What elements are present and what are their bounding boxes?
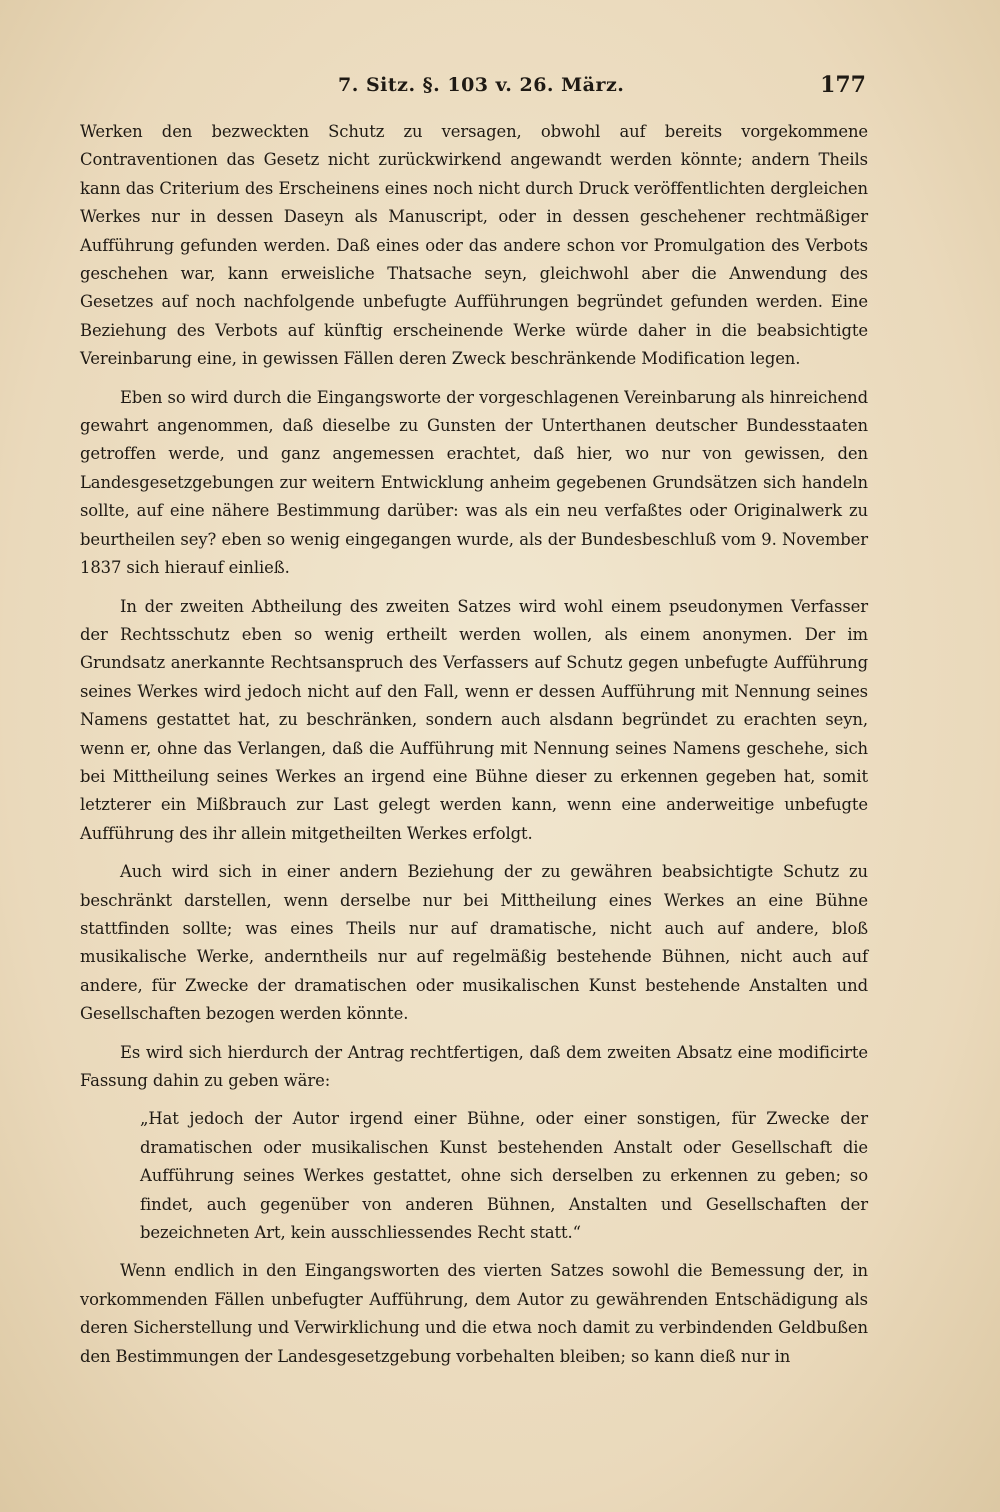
- paragraph-3: In der zweiten Abtheilung des zweiten Satzes wird wohl einem pseudonymen Verfasser der Rechtsschutz eben so wenig ertheilt werden wollen, als einem anonymen. Der im Grundsatz anerkannte Rechtsanspruch des Verfassers auf Schutz gegen unbefugte Aufführung seines Werkes wird jedoch nicht auf den Fall, wenn er dessen Aufführung mit Nennung seines Namens gestattet hat, zu beschränken, sondern auch alsdann begründet zu erachten seyn, wenn er, ohne das Verlangen, daß die Aufführung mit Nennung seines Namens geschehe, sich bei Mittheilung seines Werkes an irgend eine Bühne dieser zu erkennen gegeben hat, somit letzterer ein Mißbrauch zur Last gelegt werden kann, wenn eine anderweitige unbefugte Aufführung des ihr allein mitgetheilten Werkes erfolgt.: [80, 596, 868, 843]
- paragraph-2: Eben so wird durch die Eingangsworte der vorgeschlagenen Vereinbarung als hinreichend gewahrt angenommen, daß dieselbe zu Gunsten der Unterthanen deutscher Bundesstaaten getroffen werde, und ganz angemessen erachtet, daß hier, wo nur von gewissen, den Landesgesetzgebungen zur weitern Entwicklung anheim gegebenen Grundsätzen sich handeln sollte, auf eine nähere Bestimmung darüber: was als ein neu verfaßtes oder Originalwerk zu beurtheilen sey? eben so wenig eingegangen wurde, als der Bundesbeschluß vom 9. November 1837 sich hierauf einließ.: [80, 387, 868, 578]
- paragraph-5: Es wird sich hierdurch der Antrag rechtfertigen, daß dem zweiten Absatz eine modificirte Fassung dahin zu geben wäre:: [80, 1042, 868, 1090]
- page-header: [80, 72, 868, 106]
- paragraph-4: Auch wird sich in einer andern Beziehung der zu gewähren beabsichtigte Schutz zu beschränkt darstellen, wenn derselbe nur bei Mittheilung eines Werkes an eine Bühne stattfinden sollte; was eines Theils nur auf dramatische, nicht auch auf andere, bloß musikalische Werke, anderntheils nur auf regelmäßig bestehende Bühnen, nicht auch auf andere, für Zwecke der dramatischen oder musikalischen Kunst bestehende Anstalten und Gesellschaften bezogen werden könnte.: [80, 862, 868, 1024]
- page-body: [80, 118, 868, 1381]
- paragraph-1: Werken den bezweckten Schutz zu versagen, obwohl auf bereits vorgekommene Contraventionen das Gesetz nicht zurückwirkend angewandt werden könnte; andern Theils kann das Criterium des Erscheinens eines noch nicht durch Druck veröffentlichten dergleichen Werkes nur in dessen Daseyn als Manuscript, oder in dessen geschehener rechtmäßiger Aufführung gefunden werden. Daß eines oder das andere schon vor Promulgation des Verbots geschehen war, kann erweisliche Thatsache seyn, gleichwohl aber die Anwendung des Gesetzes auf noch nachfolgende unbefugte Aufführungen begründet gefunden werden. Eine Beziehung des Verbots auf künftig erscheinende Werke würde daher in die beabsichtigte Vereinbarung eine, in gewissen Fällen deren Zweck beschränkende Modification legen.: [80, 122, 868, 369]
- paragraph-6: Wenn endlich in den Eingangsworten des vierten Satzes sowohl die Bemessung der, in vorkommenden Fällen unbefugter Aufführung, dem Autor zu gewährenden Entschädigung als deren Sicherstellung und Verwirklichung und die etwa noch damit zu verbindenden Geldbußen den Bestimmungen der Landesgesetzgebung vorbehalten bleiben; so kann dieß nur in: [80, 1261, 868, 1366]
- quoted-amendment: „Hat jedoch der Autor irgend einer Bühne, oder einer sonstigen, für Zwecke der dramatischen oder musikalischen Kunst bestehenden Anstalt oder Gesellschaft die Aufführung seines Werkes gestattet, ohne sich derselben zu erkennen zu geben; so findet, auch gegenüber von anderen Bühnen, Anstalten und Gesellschaften der bezeichneten Art, kein ausschliessendes Recht statt.“: [140, 1109, 868, 1243]
- page-number: 177: [820, 72, 866, 98]
- running-head: 7. Sitz. §. 103 v. 26. März.: [338, 74, 625, 96]
